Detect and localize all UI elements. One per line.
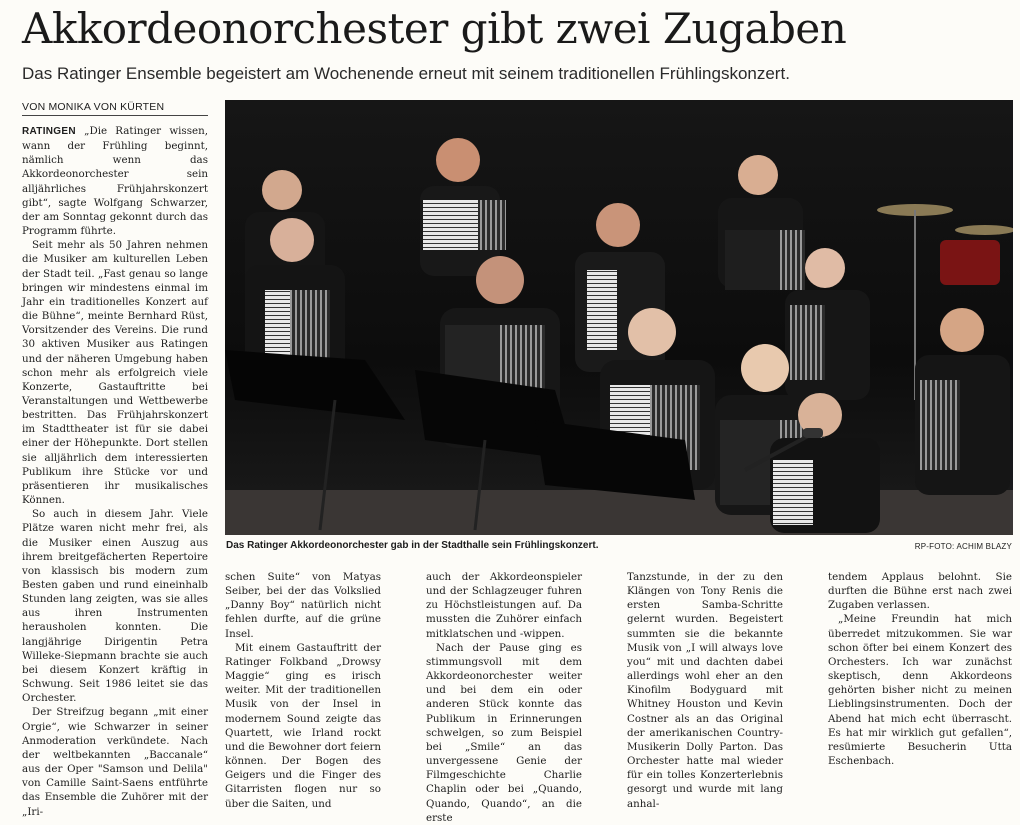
article-column-4 xyxy=(627,570,783,811)
paragraph-5: schen Suite“ von Matyas Seiber, bei der das Volkslied „Danny Boy“ natürlich nicht fehlen durfte, auf die grüne Insel. xyxy=(225,571,381,640)
paragraph-8: Nach der Pause ging es stimmungsvoll mit dem Akkordeonorchester weiter und bei dem ein oder anderen Stück konnte das Publikum in Erinnerungen schwelgen, so zum Beispiel bei „Smile“ an das unvergessene Genie der Filmgeschichte Charlie Chaplin oder bei „Quando, Quando, Quando“, an die erste xyxy=(426,641,582,824)
concert-photo xyxy=(225,100,1013,535)
photo-caption: Das Ratinger Akkordeonorchester gab in der Stadthalle sein Frühlingskonzert. xyxy=(226,540,599,551)
paragraph-10: tendem Applaus belohnt. Sie durften die Bühne erst nach zwei Zugaben verlassen. xyxy=(828,571,1012,612)
headline: Akkordeonorchester gibt zwei Zugaben xyxy=(22,4,847,53)
paragraph-2: Seit mehr als 50 Jahren nehmen die Musiker am kulturellen Leben der Stadt teil. „Fast genau so lange bringen wir mindestens einmal im Jahr ein traditionelles Konzert auf die Bühne“, meinte Bernhard Rüst, Vorsitzender des Vereins. Die rund 30 aktiven Musiker aus Ratingen und der näheren Umgebung haben schon mehr als erfolgreich viele Konzerte, Gastauftritte bei Veranstaltungen und Wettbewerbe bestritten. Das Frühjahrskonzert im Stadttheater ist für sie dabei einer der Höhepunkte. Dort stellen sie alljährlich dem interessierten Publikum ihre Stücke vor und präsentieren ihr musikalisches Können. xyxy=(22,239,208,507)
subheadline: Das Ratinger Ensemble begeistert am Wochenende erneut mit seinem traditionellen Frühlingskonzert. xyxy=(22,64,790,83)
paragraph-4: Der Streifzug begann „mit einer Orgie“, wie Schwarzer in seiner Anmoderation verkündete. Nach der weltbekannten „Baccanale“ aus der Oper "Samson und Delila" von Camille Saint-Saens entführte das Ensemble die Zuhörer mit der „Iri- xyxy=(22,706,208,818)
paragraph-9: Tanzstunde, in der zu den Klängen von Tony Renis die ersten Samba-Schritte gelernt wurden. Begeistert summten sie die bekannte Musik von „I will always love you“ mit und dachten dabei allerdings wohl eher an den Kinofilm Bodyguard mit Whitney Houston und Kevin Costner als an das Original der amerikanischen Country-Musikerin Dolly Parton. Das Orchester hatte mal wieder für ein tolles Konzerterlebnis gesorgt und wurde mit lang anhal- xyxy=(627,571,783,810)
photo-credit: RP-FOTO: ACHIM BLAZY xyxy=(914,542,1012,551)
paragraph-6: Mit einem Gastauftritt der Ratinger Folkband „Drowsy Maggie“ ging es irisch weiter. Mit der traditionellen Musik von der Insel in modernem Sound zeigte das Quartett, wie Irland rockt und die Bewohner dort feiern können. Der Bogen des Geigers und die Finger des Gitarristen flogen nur so über die Saiten, und xyxy=(225,641,381,810)
paragraph-3: So auch in diesem Jahr. Viele Plätze waren nicht mehr frei, als die Musiker einen Auszug aus ihrem breitgefächerten Repertoire von klassisch bis modern zum Besten gaben und rund eineinhalb Stunden lang zeigten, was sie alles aus ihren Instrumenten herausholen konnten. Die langjährige Dirigentin Petra Willeke-Siepmann brachte sie auch bei diesem Konzert kräftig in Schwung. Seit 1986 leitet sie das Orchester. xyxy=(22,508,208,705)
article-column-1 xyxy=(22,124,208,819)
paragraph-1: RATINGEN „Die Ratinger wissen, wann der Frühling beginnt, nämlich wenn das Akkordeonorchester sein alljährliches Frühjahrskonzert gibt“, sagte Wolfgang Schwarzer, der am Sonntag gekonnt durch das Programm führte. xyxy=(22,125,208,238)
paragraph-11: „Meine Freundin hat mich überredet mitzukommen. Sie war schon öfter bei einem Konzert des Orchesters. Ich war zunächst skeptisch, denn Akkordeons gehörten bisher nicht zu meinen Lieblingsinstrumenten. Doch der Abend hat mich echt überrascht. Es hat mir wirklich gut gefallen“, resümierte Besucherin Utta Eschenbach. xyxy=(828,613,1012,768)
location-dateline: RATINGEN xyxy=(22,126,76,137)
article-column-3 xyxy=(426,570,582,825)
article-column-2 xyxy=(225,570,381,811)
article-column-5 xyxy=(828,570,1012,768)
paragraph-7: auch der Akkordeonspieler und der Schlagzeuger fuhren zu Höchstleistungen auf. Da mussten die Zuhörer einfach mitklatschen und -wippen. xyxy=(426,571,582,640)
accordion-orchestra-image xyxy=(225,100,1013,535)
byline: VON MONIKA VON KÜRTEN xyxy=(22,101,208,116)
